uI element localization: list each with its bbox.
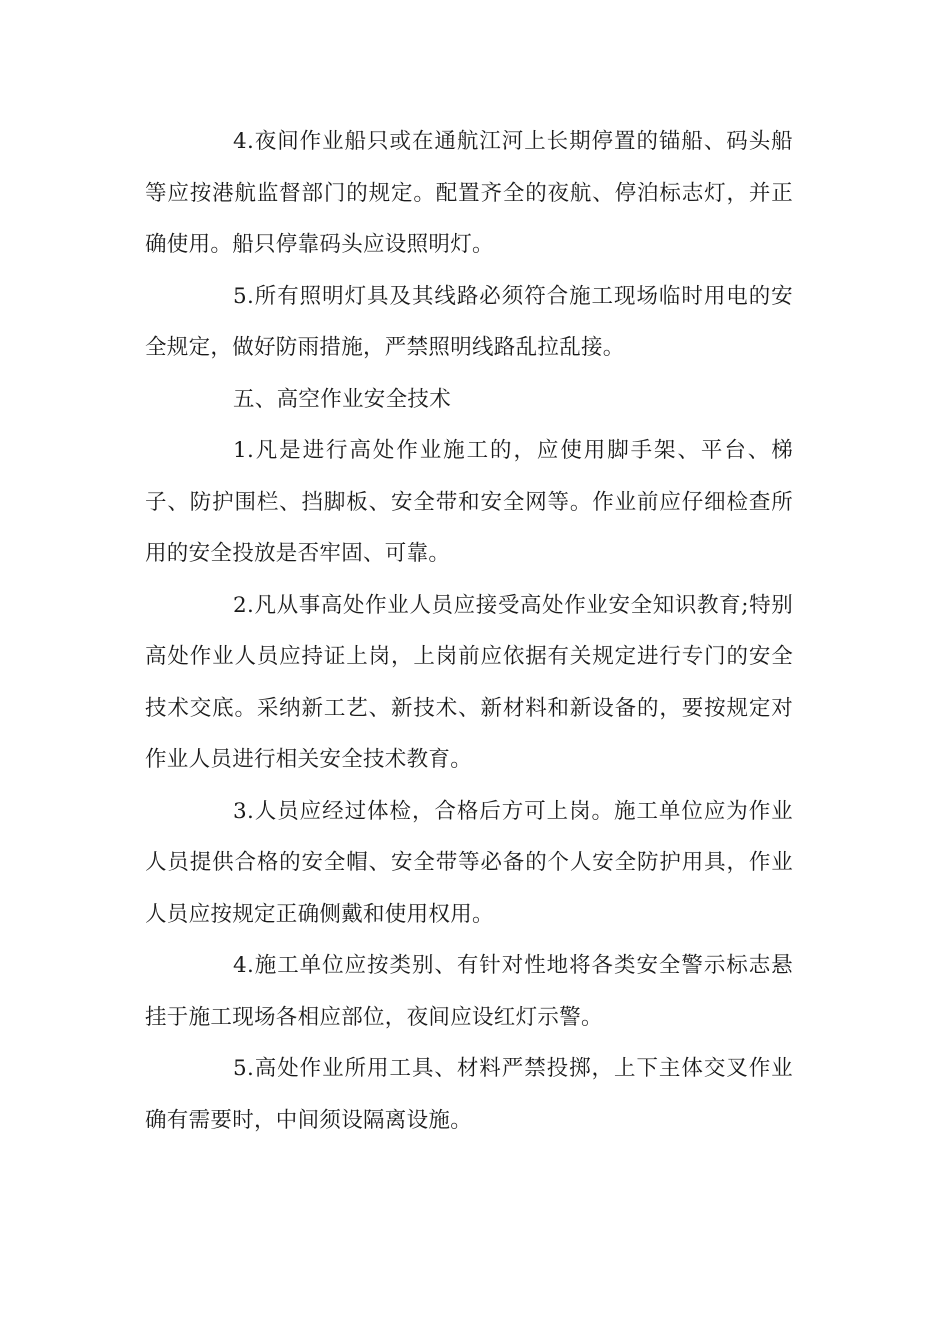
paragraph-warning-signs: 4.施工单位应按类别、有针对性地将各类安全警示标志悬挂于施工现场各相应部位，夜间应设红灯示警。: [145, 953, 793, 1030]
paragraph-health-check: 3.人员应经过体检，合格后方可上岗。施工单位应为作业人员提供合格的安全帽、安全带等必备的个人安全防护用具，作业人员应按规定正确侧戴和使用权用。: [145, 798, 793, 927]
document-body: [145, 116, 793, 1146]
paragraph-scaffolding: 1.凡是进行高处作业施工的，应使用脚手架、平台、梯子、防护围栏、挡脚板、安全带和安全网等。作业前应仔细检查所用的安全投放是否牢固、可靠。: [145, 438, 793, 566]
paragraph-night-vessels: 4.夜间作业船只或在通航江河上长期停置的锚船、码头船等应按港航监督部门的规定。配置齐全的夜航、停泊标志灯，并正确使用。船只停靠码头应设照明灯。: [145, 129, 793, 257]
paragraph-safety-training: 2.凡从事高处作业人员应接受高处作业安全知识教育;特别高处作业人员应持证上岗，上岗前应依据有关规定进行专门的安全技术交底。采纳新工艺、新技术、新材料和新设备的，要按规定对作业人员进行相关安全技术教育。: [145, 592, 793, 772]
section-heading-high-altitude-work: 五、高空作业安全技术: [233, 386, 452, 412]
paragraph-lighting-wiring: 5.所有照明灯具及其线路必须符合施工现场临时用电的安全规定，做好防雨措施，严禁照明线路乱拉乱接。: [145, 283, 793, 360]
paragraph-no-throwing: 5.高处作业所用工具、材料严禁投掷，上下主体交叉作业确有需要时，中间须设隔离设施。: [145, 1056, 793, 1133]
